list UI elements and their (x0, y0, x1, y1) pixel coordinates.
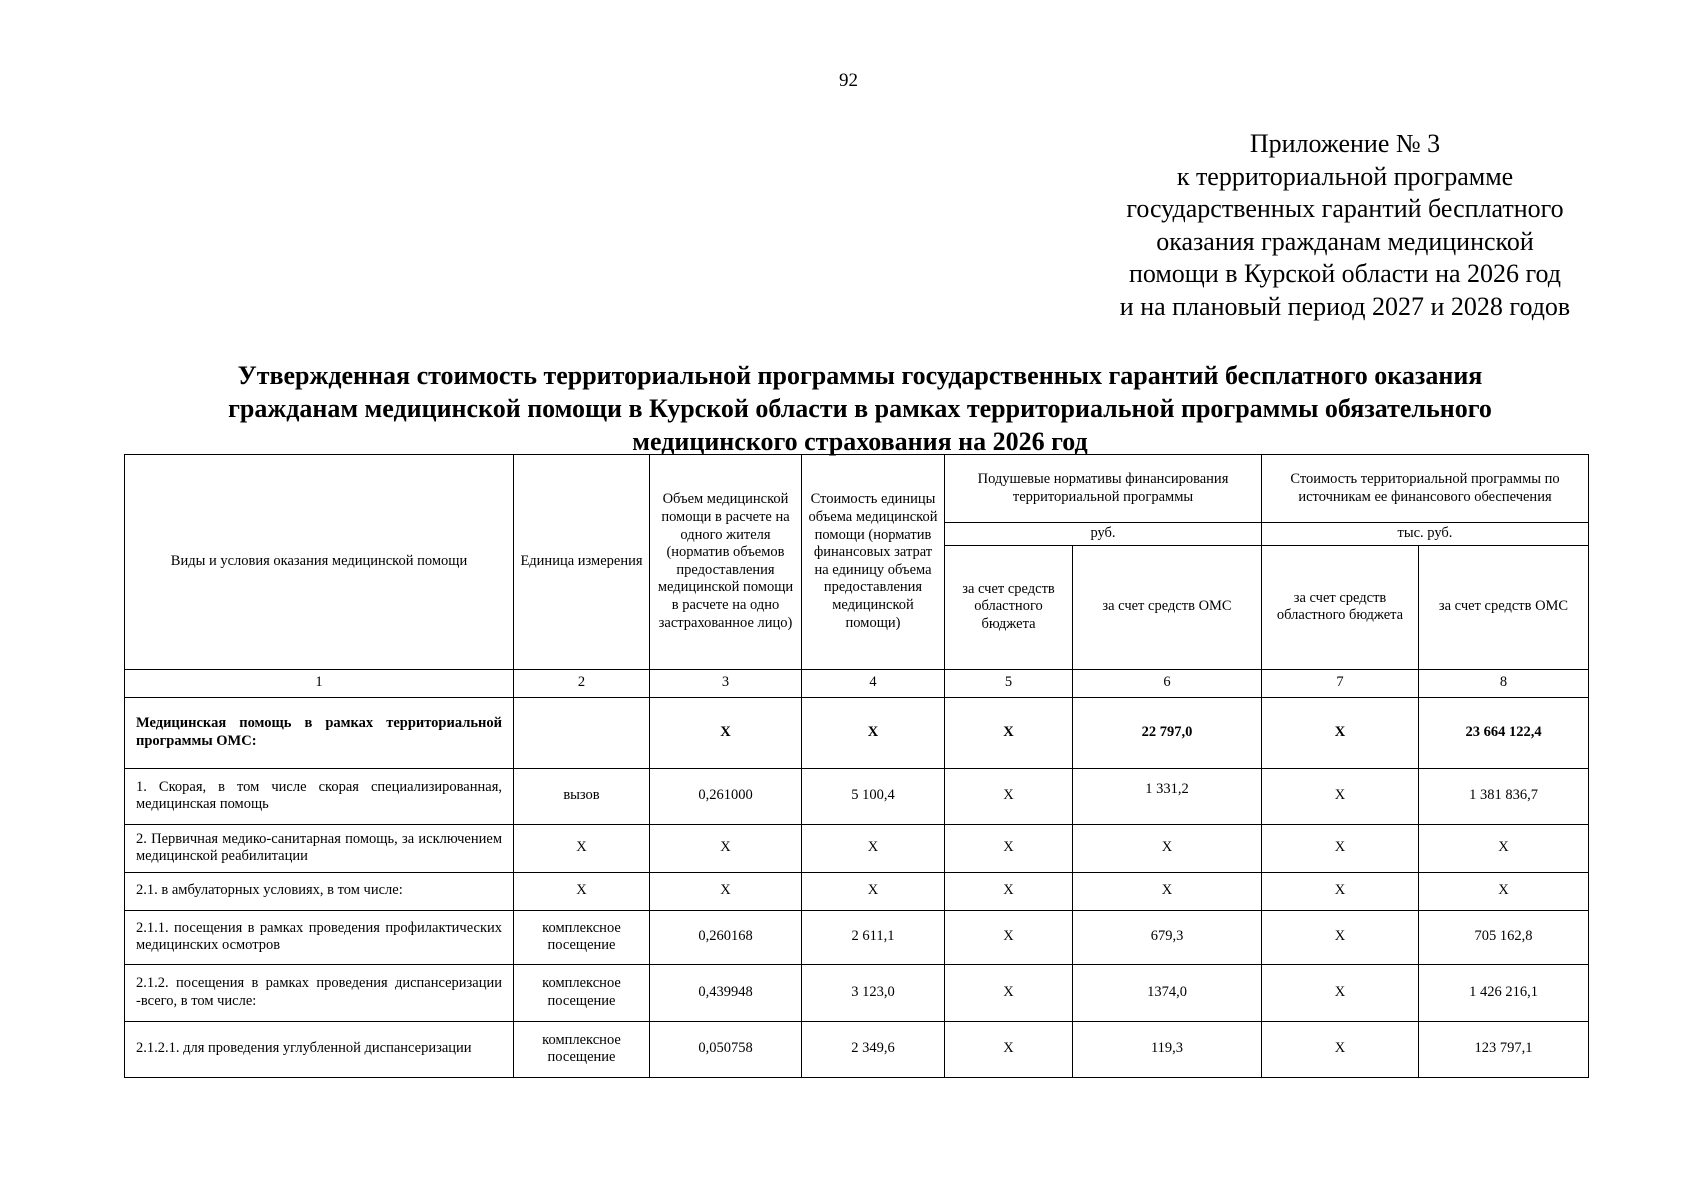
row-unit: комплексное посещение (514, 910, 650, 964)
row-volume: 0,260168 (650, 910, 802, 964)
row-unit-cost: 3 123,0 (802, 964, 945, 1021)
header-per-capita-budget: за счет средств областного бюджета (945, 545, 1073, 669)
row-per-capita-budget: Х (945, 910, 1073, 964)
appendix-line: оказания гражданам медицинской (1156, 226, 1534, 256)
header-total-oms: за счет средств ОМС (1419, 545, 1589, 669)
row-total-budget: Х (1262, 768, 1419, 824)
table-row (125, 964, 1589, 1021)
table-body (125, 697, 1589, 1077)
cost-table (124, 454, 1589, 1078)
row-total-budget: Х (1262, 697, 1419, 768)
row-volume: 0,050758 (650, 1021, 802, 1077)
row-per-capita-oms: 1 331,2 (1073, 768, 1262, 824)
row-per-capita-oms: 22 797,0 (1073, 697, 1262, 768)
title-line: Утвержденная стоимость территориальной программы государственных гарантий бесплатного оказания (237, 361, 1483, 390)
column-number: 2 (514, 669, 650, 697)
row-name: Медицинская помощь в рамках территориальной программы ОМС: (125, 697, 514, 768)
table-row (125, 910, 1589, 964)
column-number: 8 (1419, 669, 1589, 697)
table-row (125, 697, 1589, 768)
header-unit-thousand-rub: тыс. руб. (1262, 523, 1589, 546)
row-name: 2.1.1. посещения в рамках проведения профилактических медицинских осмотров (125, 910, 514, 964)
row-total-oms: 1 426 216,1 (1419, 964, 1589, 1021)
row-total-oms: 705 162,8 (1419, 910, 1589, 964)
header-per-capita-oms: за счет средств ОМС (1073, 545, 1262, 669)
header-types-conditions: Виды и условия оказания медицинской помощи (125, 455, 514, 670)
header-per-capita-group: Подушевые нормативы финансирования территориальной программы (945, 455, 1262, 523)
column-number: 3 (650, 669, 802, 697)
row-per-capita-budget: Х (945, 697, 1073, 768)
row-per-capita-oms: 119,3 (1073, 1021, 1262, 1077)
row-name: 2.1.2.1. для проведения углубленной диспансеризации (125, 1021, 514, 1077)
row-volume: 0,439948 (650, 964, 802, 1021)
row-per-capita-budget: Х (945, 1021, 1073, 1077)
row-name: 2.1.2. посещения в рамках проведения диспансеризации -всего, в том числе: (125, 964, 514, 1021)
column-number: 6 (1073, 669, 1262, 697)
row-total-budget: Х (1262, 824, 1419, 872)
row-name: 2.1. в амбулаторных условиях, в том числе: (125, 872, 514, 910)
row-volume: Х (650, 824, 802, 872)
row-total-oms: 123 797,1 (1419, 1021, 1589, 1077)
title-line: гражданам медицинской помощи в Курской области в рамках территориальной программы обязательного (228, 394, 1492, 423)
header-volume: Объем медицинской помощи в расчете на одного жителя (норматив объемов предоставления медицинской помощи в расчете на одно застрахованное лицо) (650, 455, 802, 670)
column-number: 1 (125, 669, 514, 697)
row-volume: Х (650, 697, 802, 768)
row-unit (514, 697, 650, 768)
row-volume: Х (650, 872, 802, 910)
row-per-capita-budget: Х (945, 964, 1073, 1021)
table-row (125, 872, 1589, 910)
header-program-cost-group: Стоимость территориальной программы по источникам ее финансового обеспечения (1262, 455, 1589, 523)
row-unit-cost: Х (802, 872, 945, 910)
header-unit: Единица измерения (514, 455, 650, 670)
row-per-capita-oms: Х (1073, 824, 1262, 872)
row-unit-cost: 5 100,4 (802, 768, 945, 824)
appendix-line: государственных гарантий бесплатного (1126, 194, 1564, 224)
column-number: 4 (802, 669, 945, 697)
row-total-budget: Х (1262, 872, 1419, 910)
row-unit: комплексное посещение (514, 1021, 650, 1077)
header-unit-rub: руб. (945, 523, 1262, 546)
appendix-block (1080, 128, 1610, 324)
appendix-line: Приложение № 3 (1249, 129, 1441, 158)
row-per-capita-budget: Х (945, 824, 1073, 872)
row-total-oms: 23 664 122,4 (1419, 697, 1589, 768)
row-per-capita-oms: 679,3 (1073, 910, 1262, 964)
column-number: 7 (1262, 669, 1419, 697)
title-line: медицинского страхования на 2026 год (632, 427, 1088, 456)
appendix-line: помощи в Курской области на 2026 год (1128, 259, 1562, 289)
row-total-budget: Х (1262, 910, 1419, 964)
row-total-budget: Х (1262, 1021, 1419, 1077)
row-unit: вызов (514, 768, 650, 824)
page-number: 92 (839, 70, 858, 91)
row-unit-cost: Х (802, 697, 945, 768)
table-row (125, 1021, 1589, 1077)
row-name: 2. Первичная медико-санитарная помощь, за исключением медицинской реабилитации (125, 824, 514, 872)
row-volume: 0,261000 (650, 768, 802, 824)
row-total-budget: Х (1262, 964, 1419, 1021)
row-per-capita-budget: Х (945, 768, 1073, 824)
row-total-oms: Х (1419, 872, 1589, 910)
row-unit: Х (514, 824, 650, 872)
document-title (120, 359, 1600, 458)
row-total-oms: 1 381 836,7 (1419, 768, 1589, 824)
row-unit-cost: Х (802, 824, 945, 872)
row-name: 1. Скорая, в том числе скорая специализированная, медицинская помощь (125, 768, 514, 824)
row-per-capita-oms: Х (1073, 872, 1262, 910)
table-header (125, 455, 1589, 698)
row-unit-cost: 2 349,6 (802, 1021, 945, 1077)
row-unit: комплексное посещение (514, 964, 650, 1021)
table-row (125, 824, 1589, 872)
appendix-line: к территориальной программе (1176, 161, 1514, 191)
row-unit-cost: 2 611,1 (802, 910, 945, 964)
header-unit-cost: Стоимость единицы объема медицинской помощи (норматив финансовых затрат на единицу объема предоставления медицинской помощи) (802, 455, 945, 670)
row-per-capita-oms: 1374,0 (1073, 964, 1262, 1021)
appendix-line: и на плановый период 2027 и 2028 годов (1119, 291, 1571, 321)
column-number: 5 (945, 669, 1073, 697)
row-unit: Х (514, 872, 650, 910)
table-row (125, 768, 1589, 824)
row-total-oms: Х (1419, 824, 1589, 872)
header-total-budget: за счет средств областного бюджета (1262, 545, 1419, 669)
row-per-capita-budget: Х (945, 872, 1073, 910)
